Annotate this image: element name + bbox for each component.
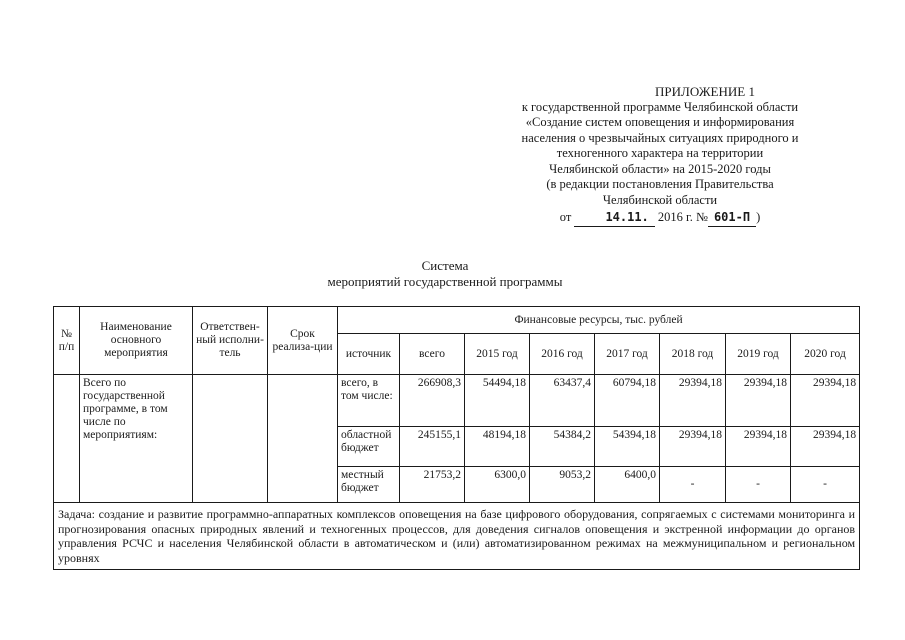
header-row [54,307,860,334]
date-stamp: 14.11. [605,210,649,224]
value-cell: 29394,18 [791,427,860,467]
source-cell: областной бюджет [338,427,400,467]
value-cell: 6400,0 [595,467,660,503]
value-cell: - [660,467,726,503]
header-year: 2015 год [465,334,530,375]
date-prefix: от [559,210,572,224]
appendix-line: к государственной программе Челябинской области [521,99,799,114]
date-suffix: ) [756,210,761,224]
value-cell: 48194,18 [465,427,530,467]
header-name: Наименование основного мероприятия [80,307,193,375]
activity-name: Всего по государственной программе, в том числе по мероприятиям: [80,375,193,503]
appendix-line: техногенного характера на территории [556,146,764,160]
value-cell: 54494,18 [465,375,530,427]
resolution-date-line [480,210,840,227]
header-responsible: Ответствен-ный исполни-тель [193,307,268,375]
appendix-line: (в редакции постановления Правительства [546,177,774,191]
date-year: 2016 г. № [657,210,708,224]
cell-term [268,375,338,503]
table-row [54,375,860,427]
value-cell: 29394,18 [660,427,726,467]
total-cell: 266908,3 [400,375,465,427]
header-year: 2017 год [595,334,660,375]
appendix-line: Челябинской области [602,192,718,207]
source-cell: всего, в том числе: [338,375,400,427]
header-total: всего [400,334,465,375]
appendix-line: «Создание систем оповещения и информирования [525,115,795,129]
appendix-line: Челябинской области» на 2015-2020 годы [549,161,771,176]
appendix-block [480,84,840,227]
header-num: № п/п [54,307,80,375]
value-cell: 29394,18 [660,375,726,427]
header-source: источник [338,334,400,375]
value-cell: 63437,4 [530,375,595,427]
value-cell: 29394,18 [726,375,791,427]
appendix-heading: ПРИЛОЖЕНИЕ 1 [655,84,755,99]
header-year: 2018 год [660,334,726,375]
header-year: 2019 год [726,334,791,375]
resolution-number: 601-П [708,210,756,227]
task-text: Задача: создание и развитие программно-аппаратных комплексов оповещения на базе цифрового оборудования, сопрягаемых с системами мониторинга и прогнозирования опасных природных явлений и техногенных процессов, для доведения сигналов оповещения и экстренной информации до органов управления РСЧС и населения Челябинской области в автоматическом и (или) автоматизированном режимах на межмуниципальном и региональном уровнях [54,503,860,570]
value-cell: 29394,18 [726,427,791,467]
header-year: 2016 год [530,334,595,375]
appendix-line: населения о чрезвычайных ситуациях природного и [521,130,799,145]
total-cell: 21753,2 [400,467,465,503]
value-cell: - [726,467,791,503]
value-cell: - [791,467,860,503]
total-cell: 245155,1 [400,427,465,467]
header-finance: Финансовые ресурсы, тыс. рублей [338,307,860,334]
source-cell: местный бюджет [338,467,400,503]
value-cell: 54384,2 [530,427,595,467]
cell-responsible [193,375,268,503]
value-cell: 9053,2 [530,467,595,503]
task-row [54,503,860,570]
cell-num [54,375,80,503]
document-title [300,258,590,290]
value-cell: 6300,0 [465,467,530,503]
header-year: 2020 год [791,334,860,375]
value-cell: 29394,18 [791,375,860,427]
title-line-1: Система [421,258,469,273]
value-cell: 54394,18 [595,427,660,467]
value-cell: 60794,18 [595,375,660,427]
title-line-2: мероприятий государственной программы [327,274,563,289]
activities-table [53,306,860,570]
header-term: Срок реализа-ции [268,307,338,375]
resolution-date [574,210,654,227]
